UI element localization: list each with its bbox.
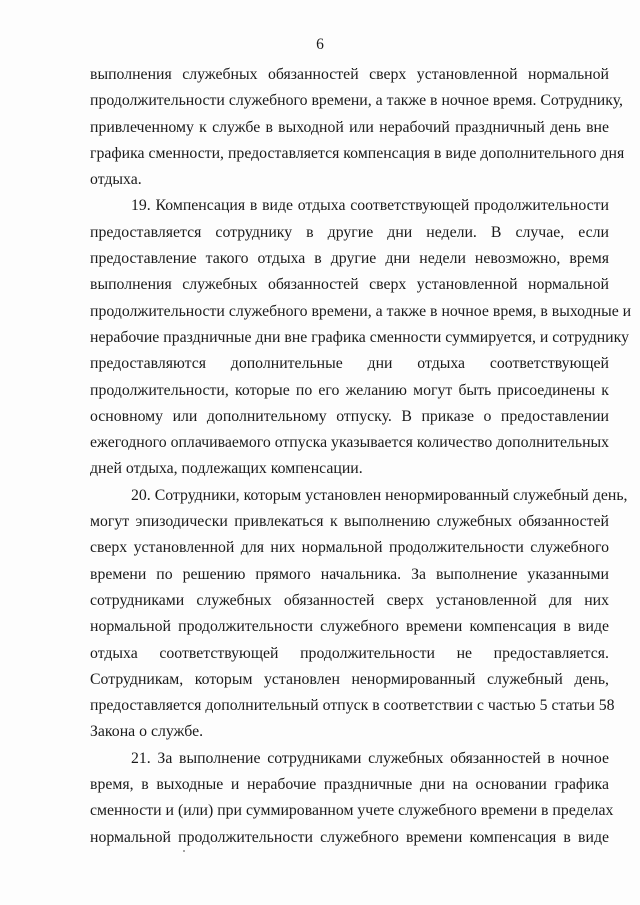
- text-line: предоставляются дополнительные дни отдыха соответствующей: [90, 355, 609, 373]
- text-line: продолжительности служебного времени, а также в ночное время. Сотруднику,: [90, 92, 623, 110]
- text-line: предоставляется сотруднику в другие дни недели. В случае, если: [90, 223, 609, 241]
- text-line: предоставление такого отдыха в другие дни недели невозможно, время: [90, 250, 609, 268]
- text-line: Закона о службе.: [90, 723, 204, 741]
- paragraph-20: [90, 483, 628, 746]
- paragraph-19: [90, 193, 632, 482]
- text-line: времени по решению прямого начальника. За выполнение указанными: [90, 565, 609, 583]
- text-line: дней отдыха, подлежащих компенсации.: [90, 460, 363, 478]
- text-line: основному или дополнительному отпуску. В приказе о предоставлении: [90, 407, 609, 425]
- text-line: нормальной продолжительности служебного времени компенсация в виде: [90, 828, 609, 846]
- text-line: сменности и (или) при суммированном учете служебного времени в пределах: [90, 802, 614, 820]
- paragraph-continuation: [90, 62, 625, 193]
- scan-speck: [183, 850, 185, 852]
- text-line: предоставляется дополнительный отпуск в соответствии с частью 5 статьи 58: [90, 697, 615, 715]
- text-line: привлеченному к службе в выходной или нерабочий праздничный день вне: [90, 118, 609, 136]
- text-line: нерабочие праздничные дни вне графика сменности суммируется, и сотруднику: [90, 328, 629, 346]
- text-line: продолжительности служебного времени, а также в ночное время, в выходные и: [90, 302, 632, 320]
- text-line: сверх установленной для них нормальной продолжительности служебного: [90, 539, 609, 557]
- text-line: Сотрудникам, которым установлен ненормированный служебный день,: [90, 670, 609, 688]
- text-line: 19. Компенсация в виде отдыха соответствующей продолжительности: [131, 197, 609, 215]
- paragraph-21: [90, 746, 614, 851]
- text-line: графика сменности, предоставляется компенсация в виде дополнительного дня: [90, 144, 625, 162]
- text-line: ежегодного оплачиваемого отпуска указывается количество дополнительных: [90, 434, 610, 452]
- document-body: [90, 62, 632, 851]
- page-number: 6: [316, 36, 324, 53]
- text-line: нормальной продолжительности служебного времени компенсация в виде: [90, 618, 609, 636]
- text-line: 21. За выполнение сотрудниками служебных обязанностей в ночное: [131, 749, 609, 767]
- text-line: выполнения служебных обязанностей сверх установленной нормальной: [90, 276, 609, 294]
- text-line: отдыха соответствующей продолжительности не предоставляется.: [90, 644, 609, 662]
- text-line: могут эпизодически привлекаться к выполнению служебных обязанностей: [90, 513, 609, 531]
- text-line: сотрудниками служебных обязанностей сверх установленной для них: [90, 591, 609, 609]
- text-line: отдыха.: [90, 171, 142, 189]
- text-line: выполнения служебных обязанностей сверх установленной нормальной: [90, 66, 609, 83]
- text-line: 20. Сотрудники, которым установлен ненормированный служебный день,: [131, 486, 628, 504]
- text-line: продолжительности, которые по его желанию могут быть присоединены к: [90, 381, 609, 399]
- text-line: время, в выходные и нерабочие праздничные дни на основании графика: [90, 776, 609, 794]
